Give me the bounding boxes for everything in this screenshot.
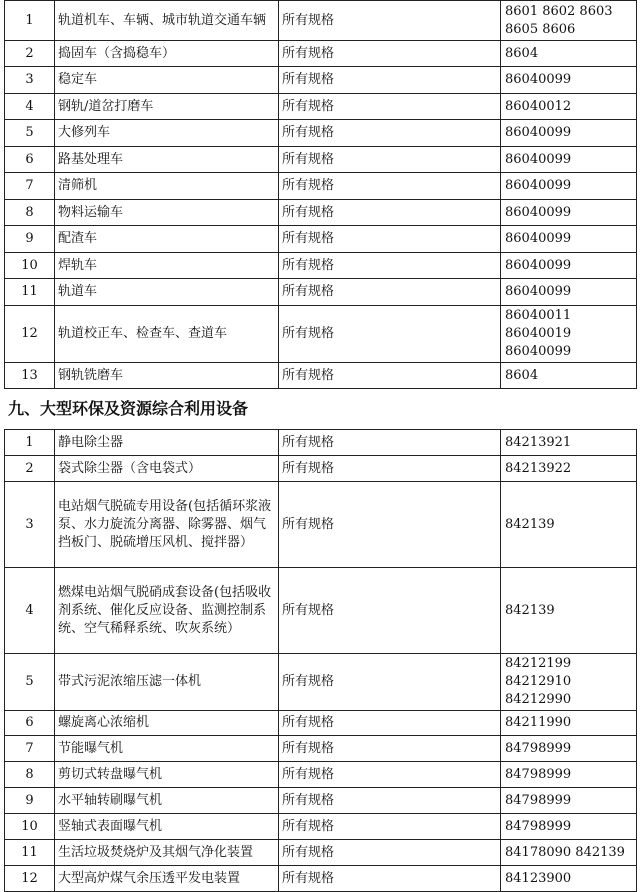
equipment-name: 大型高炉煤气余压透平发电装置 xyxy=(55,866,279,892)
specification: 所有规格 xyxy=(279,306,501,363)
equipment-table-rail xyxy=(4,0,637,389)
table-row xyxy=(5,482,637,568)
hs-code: 86040012 xyxy=(501,94,637,120)
equipment-table-environmental xyxy=(4,429,637,892)
row-number: 4 xyxy=(5,568,55,654)
table-row xyxy=(5,173,637,200)
equipment-name: 轨道校正车、检查车、查道车 xyxy=(55,306,279,363)
specification: 所有规格 xyxy=(279,711,501,736)
equipment-name: 大修列车 xyxy=(55,120,279,147)
hs-code: 86040099 xyxy=(501,120,637,147)
hs-code: 842139 xyxy=(501,568,637,654)
equipment-name: 捣固车（含捣稳车） xyxy=(55,41,279,67)
hs-code: 86040011 86040019 86040099 xyxy=(501,306,637,363)
row-number: 6 xyxy=(5,711,55,736)
specification: 所有规格 xyxy=(279,226,501,253)
table-row xyxy=(5,253,637,279)
specification: 所有规格 xyxy=(279,1,501,41)
specification: 所有规格 xyxy=(279,430,501,456)
equipment-name: 袋式除尘器（含电袋式） xyxy=(55,456,279,482)
hs-code: 8604 xyxy=(501,41,637,67)
row-number: 9 xyxy=(5,226,55,253)
table-row xyxy=(5,430,637,456)
table-row xyxy=(5,306,637,363)
row-number: 5 xyxy=(5,120,55,147)
table-row xyxy=(5,1,637,41)
hs-code: 8604 xyxy=(501,363,637,389)
specification: 所有规格 xyxy=(279,94,501,120)
row-number: 11 xyxy=(5,840,55,866)
specification: 所有规格 xyxy=(279,456,501,482)
specification: 所有规格 xyxy=(279,279,501,306)
specification: 所有规格 xyxy=(279,200,501,226)
equipment-name: 轨道车 xyxy=(55,279,279,306)
table-row xyxy=(5,41,637,67)
equipment-name: 焊轨车 xyxy=(55,253,279,279)
table-row xyxy=(5,736,637,762)
specification: 所有规格 xyxy=(279,41,501,67)
table-row xyxy=(5,226,637,253)
equipment-name: 螺旋离心浓缩机 xyxy=(55,711,279,736)
hs-code: 86040099 xyxy=(501,173,637,200)
hs-code: 86040099 xyxy=(501,279,637,306)
hs-code: 8601 8602 8603 8605 8606 xyxy=(501,1,637,41)
equipment-name: 静电除尘器 xyxy=(55,430,279,456)
table-row xyxy=(5,840,637,866)
hs-code: 86040099 xyxy=(501,200,637,226)
hs-code: 84213922 xyxy=(501,456,637,482)
specification: 所有规格 xyxy=(279,147,501,173)
row-number: 4 xyxy=(5,94,55,120)
row-number: 2 xyxy=(5,41,55,67)
specification: 所有规格 xyxy=(279,253,501,279)
equipment-name: 钢轨铣磨车 xyxy=(55,363,279,389)
specification: 所有规格 xyxy=(279,814,501,840)
table-row xyxy=(5,120,637,147)
equipment-name: 配渣车 xyxy=(55,226,279,253)
row-number: 1 xyxy=(5,430,55,456)
equipment-name: 水平轴转刷曝气机 xyxy=(55,788,279,814)
equipment-name: 物料运输车 xyxy=(55,200,279,226)
table-row xyxy=(5,762,637,788)
hs-code: 84213921 xyxy=(501,430,637,456)
row-number: 7 xyxy=(5,736,55,762)
row-number: 10 xyxy=(5,814,55,840)
hs-code: 84798999 xyxy=(501,814,637,840)
row-number: 8 xyxy=(5,200,55,226)
specification: 所有规格 xyxy=(279,482,501,568)
equipment-name: 稳定车 xyxy=(55,67,279,94)
equipment-name: 竖轴式表面曝气机 xyxy=(55,814,279,840)
hs-code: 86040099 xyxy=(501,147,637,173)
table-row xyxy=(5,788,637,814)
section-title: 九、大型环保及资源综合利用设备 xyxy=(8,399,249,418)
equipment-name: 剪切式转盘曝气机 xyxy=(55,762,279,788)
equipment-name: 电站烟气脱硫专用设备(包括循环浆液泵、水力旋流分离器、除雾器、烟气挡板门、脱硫增压风机、搅拌器） xyxy=(55,482,279,568)
specification: 所有规格 xyxy=(279,363,501,389)
specification: 所有规格 xyxy=(279,67,501,94)
row-number: 12 xyxy=(5,866,55,892)
table-row xyxy=(5,67,637,94)
table-row xyxy=(5,363,637,389)
equipment-name: 清筛机 xyxy=(55,173,279,200)
row-number: 9 xyxy=(5,788,55,814)
equipment-name: 带式污泥浓缩压滤一体机 xyxy=(55,654,279,711)
row-number: 7 xyxy=(5,173,55,200)
hs-code: 84798999 xyxy=(501,762,637,788)
row-number: 6 xyxy=(5,147,55,173)
row-number: 8 xyxy=(5,762,55,788)
table-row xyxy=(5,279,637,306)
specification: 所有规格 xyxy=(279,866,501,892)
equipment-name: 生活垃圾焚烧炉及其烟气净化装置 xyxy=(55,840,279,866)
row-number: 11 xyxy=(5,279,55,306)
row-number: 3 xyxy=(5,482,55,568)
table-row xyxy=(5,147,637,173)
hs-code: 86040099 xyxy=(501,253,637,279)
specification: 所有规格 xyxy=(279,173,501,200)
table-row xyxy=(5,654,637,711)
hs-code: 842139 xyxy=(501,482,637,568)
row-number: 12 xyxy=(5,306,55,363)
hs-code: 84178090 842139 xyxy=(501,840,637,866)
hs-code: 84123900 xyxy=(501,866,637,892)
table-row xyxy=(5,711,637,736)
table-row xyxy=(5,94,637,120)
equipment-name: 钢轨/道岔打磨车 xyxy=(55,94,279,120)
row-number: 10 xyxy=(5,253,55,279)
hs-code: 84798999 xyxy=(501,788,637,814)
row-number: 2 xyxy=(5,456,55,482)
row-number: 5 xyxy=(5,654,55,711)
specification: 所有规格 xyxy=(279,762,501,788)
specification: 所有规格 xyxy=(279,840,501,866)
specification: 所有规格 xyxy=(279,736,501,762)
table-row xyxy=(5,200,637,226)
hs-code: 84211990 xyxy=(501,711,637,736)
equipment-name: 节能曝气机 xyxy=(55,736,279,762)
specification: 所有规格 xyxy=(279,120,501,147)
equipment-name: 燃煤电站烟气脱硝成套设备(包括吸收剂系统、催化反应设备、监测控制系统、空气稀释系统、吹灰系统） xyxy=(55,568,279,654)
row-number: 13 xyxy=(5,363,55,389)
table-row xyxy=(5,568,637,654)
hs-code: 86040099 xyxy=(501,67,637,94)
specification: 所有规格 xyxy=(279,654,501,711)
equipment-name: 路基处理车 xyxy=(55,147,279,173)
equipment-name: 轨道机车、车辆、城市轨道交通车辆 xyxy=(55,1,279,41)
table-row xyxy=(5,866,637,892)
hs-code: 86040099 xyxy=(501,226,637,253)
specification: 所有规格 xyxy=(279,788,501,814)
hs-code: 84212199 84212910 84212990 xyxy=(501,654,637,711)
row-number: 3 xyxy=(5,67,55,94)
hs-code: 84798999 xyxy=(501,736,637,762)
table-row xyxy=(5,456,637,482)
table-row xyxy=(5,814,637,840)
row-number: 1 xyxy=(5,1,55,41)
specification: 所有规格 xyxy=(279,568,501,654)
